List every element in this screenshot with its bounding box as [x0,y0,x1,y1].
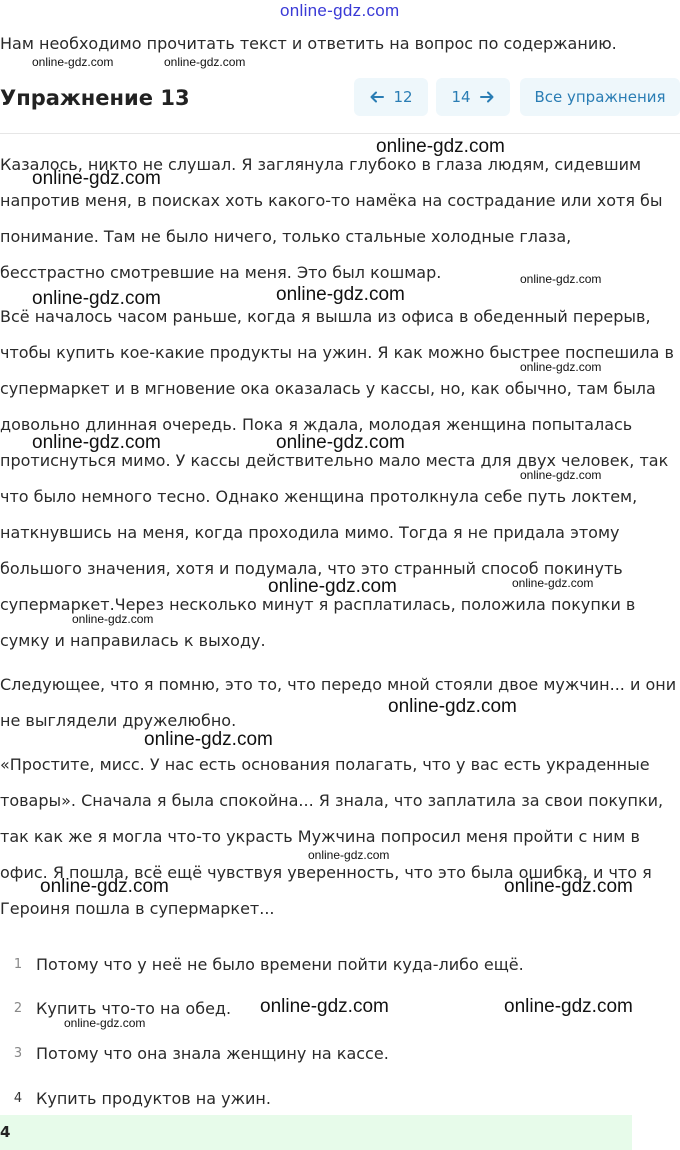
text-paragraph: Следующее, что я помню, это то, что передо мной стояли двое мужчин... и они не выглядели дружелюбно. [0,675,677,730]
answer-option[interactable] [0,1041,389,1065]
watermark: online-gdz.com [504,876,633,897]
prev-exercise-button[interactable] [354,78,428,116]
watermark: online-gdz.com [268,576,397,597]
prev-exercise-label: 12 [393,88,413,106]
next-exercise-label: 14 [451,88,471,106]
exercise-title: Упражнение 13 [0,86,190,110]
answer-result [0,1115,632,1150]
answer-label: Потому что у неё не было времени пойти куда-либо ещё. [36,954,524,974]
watermark: online-gdz.com [308,848,390,862]
watermark-top: online-gdz.com [280,1,400,20]
exercise-header [0,78,680,134]
result-value: 4 [0,1123,11,1141]
watermark: online-gdz.com [40,876,169,897]
answer-option[interactable] [0,1086,271,1110]
answer-label: Потому что она знала женщину на кассе. [36,1043,389,1063]
watermark: online-gdz.com [520,360,602,374]
next-exercise-button[interactable] [436,78,510,116]
watermark: online-gdz.com [520,468,602,482]
answer-label: Купить продуктов на ужин. [36,1088,271,1108]
watermark: online-gdz.com [512,576,594,590]
text-paragraph: Казалось, никто не слушал. Я заглянула глубоко в глаза людям, сидевшим напротив меня, в поисках хоть какого-то намёка на сострадание или хотя бы понимание. Там не было ничего, только стальные холодные глаза, бесстрастно смотревшие на меня. Это был кошмар. [0,155,663,282]
answer-number: 1 [13,956,23,972]
reading-text [0,147,680,927]
watermark: online-gdz.com [276,284,405,305]
answer-number: 4 [13,1090,23,1106]
watermark: online-gdz.com [32,168,161,189]
watermark: online-gdz.com [164,55,246,69]
watermark: online-gdz.com [520,272,602,286]
watermark: online-gdz.com [32,432,161,453]
watermark: online-gdz.com [64,1016,146,1030]
watermark: online-gdz.com [376,136,505,157]
watermark: online-gdz.com [144,729,273,750]
watermark: online-gdz.com [72,612,154,626]
question-text: Героиня пошла в супермаркет... [0,899,275,918]
intro-text: Нам необходимо прочитать текст и ответить на вопрос по содержанию. [0,34,617,53]
watermark: online-gdz.com [260,996,389,1017]
all-exercises-button[interactable]: Все упражнения [520,78,680,116]
arrow-right-icon [479,89,495,105]
watermark: online-gdz.com [388,696,517,717]
watermark: online-gdz.com [276,432,405,453]
answer-option[interactable] [0,952,524,976]
answer-label: Купить что-то на обед. [36,998,232,1018]
arrow-left-icon [369,89,385,105]
text-paragraph: «Простите, мисс. У нас есть основания полагать, что у вас есть украденные товары». Сначала я была спокойна... Я знала, что заплатила за свои покупки, так как же я могла что-то украсть Мужчина попросил меня пройти с ним в офис. Я пошла, всё ещё чувствуя уверенность, что это была ошибка, и что я [0,755,664,882]
watermark: online-gdz.com [32,55,114,69]
watermark: online-gdz.com [32,288,161,309]
answer-number: 3 [13,1045,23,1061]
answer-number: 2 [13,1000,23,1016]
header-divider [0,133,680,134]
watermark: online-gdz.com [504,996,633,1017]
text-paragraph: Всё началось часом раньше, когда я вышла из офиса в обеденный перерыв, чтобы купить кое-какие продукты на ужин. Я как можно быстрее поспешила в супермаркет и в мгновение ока оказалась у кассы, но, как обычно, там была довольно длинная очередь. Пока я ждала, молодая женщина попыталась протиснуться мимо. У кассы действительно мало места для двух человек, так что было немного тесно. Однако женщина протолкнула себе путь локтем, наткнувшись на меня, когда проходила мимо. Тогда я не придала этому большого значения, хотя и подумала, что это странный способ покинуть супермаркет.Через несколько минут я расплатилась, положила покупки в сумку и направилась к выходу. [0,307,674,650]
